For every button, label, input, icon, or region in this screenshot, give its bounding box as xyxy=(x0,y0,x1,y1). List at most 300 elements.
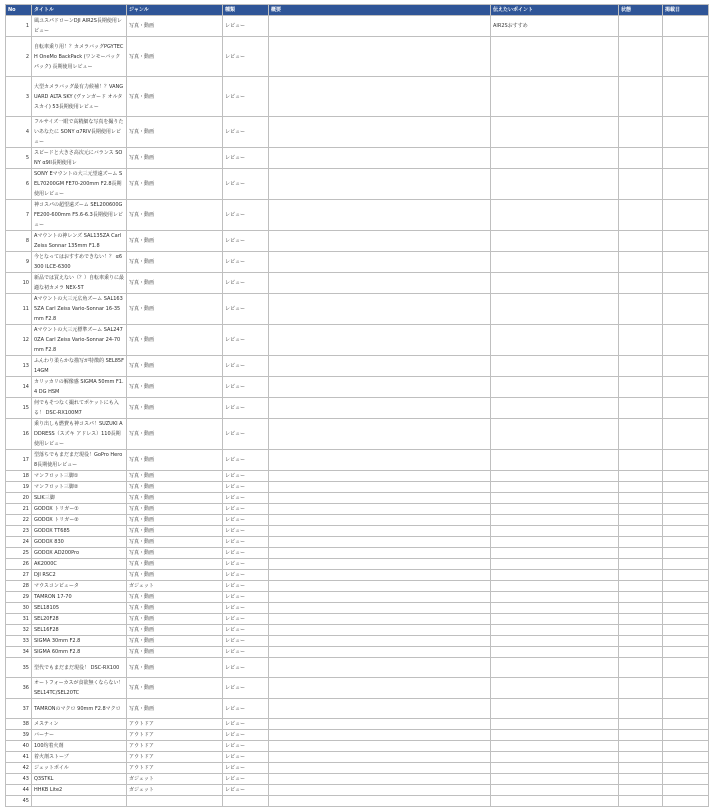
cell-status[interactable] xyxy=(619,548,663,559)
cell-point[interactable] xyxy=(491,774,619,785)
cell-point[interactable] xyxy=(491,785,619,796)
cell-date[interactable] xyxy=(663,356,709,377)
cell-summary[interactable] xyxy=(269,526,491,537)
cell-genre[interactable]: 写真・動画 xyxy=(127,398,223,419)
cell-point[interactable] xyxy=(491,752,619,763)
cell-no[interactable]: 12 xyxy=(6,325,32,356)
cell-date[interactable] xyxy=(663,785,709,796)
cell-point[interactable] xyxy=(491,294,619,325)
cell-genre[interactable]: 写真・動画 xyxy=(127,482,223,493)
cell-date[interactable] xyxy=(663,252,709,273)
cell-title[interactable]: SLIK三脚 xyxy=(32,493,127,504)
cell-genre[interactable]: 写真・動画 xyxy=(127,636,223,647)
cell-summary[interactable] xyxy=(269,741,491,752)
cell-point[interactable] xyxy=(491,548,619,559)
cell-title[interactable]: HHKB Lite2 xyxy=(32,785,127,796)
cell-point[interactable] xyxy=(491,398,619,419)
cell-title[interactable]: 大型カメラバッグ最有力候補！？VANGUARD ALTA SKY (ヴァンガード オルタ スカイ) 53長期使用レビュー xyxy=(32,77,127,117)
cell-point[interactable] xyxy=(491,148,619,169)
cell-genre[interactable]: 写真・動画 xyxy=(127,504,223,515)
cell-title[interactable]: GODOX 830 xyxy=(32,537,127,548)
cell-status[interactable] xyxy=(619,419,663,450)
cell-no[interactable]: 33 xyxy=(6,636,32,647)
cell-no[interactable]: 35 xyxy=(6,658,32,678)
cell-date[interactable] xyxy=(663,231,709,252)
cell-genre[interactable]: 写真・動画 xyxy=(127,570,223,581)
cell-title[interactable]: 今となってはおすすめできない！？ α6300 ILCE-6300 xyxy=(32,252,127,273)
cell-summary[interactable] xyxy=(269,294,491,325)
header-summary[interactable]: 概要 xyxy=(269,5,491,16)
cell-no[interactable]: 26 xyxy=(6,559,32,570)
cell-title[interactable]: SIGMA 60mm F2.8 xyxy=(32,647,127,658)
cell-summary[interactable] xyxy=(269,117,491,148)
cell-date[interactable] xyxy=(663,658,709,678)
cell-date[interactable] xyxy=(663,377,709,398)
cell-no[interactable]: 9 xyxy=(6,252,32,273)
cell-point[interactable] xyxy=(491,200,619,231)
cell-point[interactable] xyxy=(491,37,619,77)
cell-date[interactable] xyxy=(663,493,709,504)
cell-title[interactable]: AK2000C xyxy=(32,559,127,570)
cell-status[interactable] xyxy=(619,699,663,719)
cell-point[interactable] xyxy=(491,699,619,719)
cell-kind[interactable]: レビュー xyxy=(223,16,269,37)
cell-kind[interactable]: レビュー xyxy=(223,252,269,273)
cell-genre[interactable]: アウトドア xyxy=(127,730,223,741)
cell-point[interactable] xyxy=(491,77,619,117)
cell-status[interactable] xyxy=(619,730,663,741)
cell-status[interactable] xyxy=(619,117,663,148)
cell-kind[interactable]: レビュー xyxy=(223,325,269,356)
cell-no[interactable]: 4 xyxy=(6,117,32,148)
cell-title[interactable]: DJI RSC2 xyxy=(32,570,127,581)
cell-title[interactable]: 新品では買えない（？）自転車乗りに最適な初カメラ NEX-5T xyxy=(32,273,127,294)
cell-title[interactable]: Aマウントの神レンズ SAL135ZA Carl Zeiss Sonnar 135mm F1.8 xyxy=(32,231,127,252)
cell-summary[interactable] xyxy=(269,548,491,559)
cell-date[interactable] xyxy=(663,678,709,699)
cell-date[interactable] xyxy=(663,763,709,774)
cell-kind[interactable]: レビュー xyxy=(223,200,269,231)
cell-no[interactable]: 36 xyxy=(6,678,32,699)
cell-no[interactable]: 38 xyxy=(6,719,32,730)
cell-kind[interactable]: レビュー xyxy=(223,450,269,471)
cell-kind[interactable]: レビュー xyxy=(223,658,269,678)
cell-status[interactable] xyxy=(619,504,663,515)
cell-point[interactable] xyxy=(491,231,619,252)
cell-date[interactable] xyxy=(663,625,709,636)
cell-kind[interactable]: レビュー xyxy=(223,37,269,77)
cell-title[interactable]: スピードと大きさ高次元にバランス SONY α9II長期使用レ xyxy=(32,148,127,169)
cell-no[interactable]: 44 xyxy=(6,785,32,796)
cell-summary[interactable] xyxy=(269,785,491,796)
cell-kind[interactable]: レビュー xyxy=(223,570,269,581)
cell-title[interactable]: 着火剤ストーブ xyxy=(32,752,127,763)
cell-no[interactable]: 37 xyxy=(6,699,32,719)
cell-kind[interactable]: レビュー xyxy=(223,169,269,200)
cell-title[interactable]: マンフロット三脚① xyxy=(32,471,127,482)
cell-kind[interactable]: レビュー xyxy=(223,636,269,647)
cell-no[interactable]: 11 xyxy=(6,294,32,325)
cell-no[interactable]: 28 xyxy=(6,581,32,592)
cell-point[interactable] xyxy=(491,252,619,273)
cell-summary[interactable] xyxy=(269,419,491,450)
cell-title[interactable]: 何でもそつなく撮れてポケットにも入る！ DSC-RX100M7 xyxy=(32,398,127,419)
cell-kind[interactable]: レビュー xyxy=(223,117,269,148)
cell-point[interactable] xyxy=(491,273,619,294)
cell-kind[interactable]: レビュー xyxy=(223,526,269,537)
cell-no[interactable]: 10 xyxy=(6,273,32,294)
cell-point[interactable] xyxy=(491,482,619,493)
cell-title[interactable]: ジェットボイル xyxy=(32,763,127,774)
cell-point[interactable] xyxy=(491,614,619,625)
cell-date[interactable] xyxy=(663,592,709,603)
cell-genre[interactable]: 写真・動画 xyxy=(127,603,223,614)
cell-kind[interactable]: レビュー xyxy=(223,678,269,699)
cell-kind[interactable] xyxy=(223,796,269,807)
cell-date[interactable] xyxy=(663,796,709,807)
cell-point[interactable] xyxy=(491,325,619,356)
cell-kind[interactable]: レビュー xyxy=(223,752,269,763)
cell-status[interactable] xyxy=(619,763,663,774)
header-genre[interactable]: ジャンル xyxy=(127,5,223,16)
cell-status[interactable] xyxy=(619,493,663,504)
cell-genre[interactable]: 写真・動画 xyxy=(127,231,223,252)
cell-point[interactable] xyxy=(491,636,619,647)
cell-status[interactable] xyxy=(619,356,663,377)
cell-no[interactable]: 20 xyxy=(6,493,32,504)
cell-title[interactable]: Q3STKL xyxy=(32,774,127,785)
cell-title[interactable]: GODOX トリガー① xyxy=(32,504,127,515)
cell-date[interactable] xyxy=(663,37,709,77)
cell-no[interactable]: 21 xyxy=(6,504,32,515)
cell-summary[interactable] xyxy=(269,658,491,678)
cell-kind[interactable]: レビュー xyxy=(223,625,269,636)
cell-point[interactable] xyxy=(491,603,619,614)
cell-summary[interactable] xyxy=(269,570,491,581)
cell-genre[interactable]: 写真・動画 xyxy=(127,77,223,117)
cell-kind[interactable]: レビュー xyxy=(223,730,269,741)
cell-summary[interactable] xyxy=(269,559,491,570)
cell-no[interactable]: 23 xyxy=(6,526,32,537)
cell-summary[interactable] xyxy=(269,603,491,614)
cell-title[interactable]: TAMRONのマクロ 90mm F2.8マクロ xyxy=(32,699,127,719)
cell-summary[interactable] xyxy=(269,493,491,504)
cell-title[interactable]: 乗り出しも燃費も神コスパ！SUZUKI ADDRESS（スズキ アドレス）110長期使用レビュー xyxy=(32,419,127,450)
cell-kind[interactable]: レビュー xyxy=(223,231,269,252)
cell-status[interactable] xyxy=(619,636,663,647)
cell-point[interactable] xyxy=(491,471,619,482)
cell-status[interactable] xyxy=(619,148,663,169)
cell-title[interactable]: オートフォーカスが食欲無くならない！ SEL14TC/SEL20TC xyxy=(32,678,127,699)
cell-genre[interactable]: 写真・動画 xyxy=(127,450,223,471)
cell-no[interactable]: 27 xyxy=(6,570,32,581)
cell-no[interactable]: 45 xyxy=(6,796,32,807)
cell-genre[interactable]: アウトドア xyxy=(127,752,223,763)
cell-point[interactable] xyxy=(491,515,619,526)
cell-date[interactable] xyxy=(663,273,709,294)
cell-title[interactable]: SEL16F28 xyxy=(32,625,127,636)
cell-title[interactable] xyxy=(32,796,127,807)
cell-status[interactable] xyxy=(619,678,663,699)
cell-point[interactable]: AIR2Sおすすめ xyxy=(491,16,619,37)
cell-status[interactable] xyxy=(619,526,663,537)
cell-date[interactable] xyxy=(663,482,709,493)
header-date[interactable]: 掲載日 xyxy=(663,5,709,16)
cell-point[interactable] xyxy=(491,741,619,752)
cell-status[interactable] xyxy=(619,741,663,752)
cell-summary[interactable] xyxy=(269,719,491,730)
cell-point[interactable] xyxy=(491,356,619,377)
cell-point[interactable] xyxy=(491,658,619,678)
cell-genre[interactable]: アウトドア xyxy=(127,741,223,752)
cell-kind[interactable]: レビュー xyxy=(223,774,269,785)
cell-genre[interactable]: 写真・動画 xyxy=(127,678,223,699)
cell-genre[interactable] xyxy=(127,796,223,807)
cell-date[interactable] xyxy=(663,548,709,559)
cell-genre[interactable]: 写真・動画 xyxy=(127,493,223,504)
cell-point[interactable] xyxy=(491,537,619,548)
cell-summary[interactable] xyxy=(269,625,491,636)
cell-title[interactable]: Aマウントの大三元標準ズーム SAL2470ZA Carl Zeiss Vario-Sonnar 24-70mm F2.8 xyxy=(32,325,127,356)
cell-kind[interactable]: レビュー xyxy=(223,592,269,603)
header-title[interactable]: タイトル xyxy=(32,5,127,16)
cell-genre[interactable]: 写真・動画 xyxy=(127,294,223,325)
cell-genre[interactable]: 写真・動画 xyxy=(127,273,223,294)
cell-genre[interactable]: 写真・動画 xyxy=(127,548,223,559)
cell-no[interactable]: 40 xyxy=(6,741,32,752)
cell-genre[interactable]: 写真・動画 xyxy=(127,117,223,148)
cell-no[interactable]: 41 xyxy=(6,752,32,763)
cell-status[interactable] xyxy=(619,398,663,419)
cell-summary[interactable] xyxy=(269,614,491,625)
cell-kind[interactable]: レビュー xyxy=(223,537,269,548)
header-status[interactable]: 状態 xyxy=(619,5,663,16)
cell-point[interactable] xyxy=(491,377,619,398)
cell-date[interactable] xyxy=(663,325,709,356)
cell-no[interactable]: 15 xyxy=(6,398,32,419)
cell-date[interactable] xyxy=(663,719,709,730)
cell-no[interactable]: 30 xyxy=(6,603,32,614)
cell-status[interactable] xyxy=(619,515,663,526)
cell-title[interactable]: 100均着火剤 xyxy=(32,741,127,752)
cell-date[interactable] xyxy=(663,752,709,763)
cell-summary[interactable] xyxy=(269,377,491,398)
cell-summary[interactable] xyxy=(269,16,491,37)
cell-date[interactable] xyxy=(663,77,709,117)
cell-summary[interactable] xyxy=(269,231,491,252)
cell-date[interactable] xyxy=(663,294,709,325)
cell-no[interactable]: 34 xyxy=(6,647,32,658)
cell-title[interactable]: カリッカリの解像感 SIGMA 50mm F1.4 DG HSM xyxy=(32,377,127,398)
cell-kind[interactable]: レビュー xyxy=(223,763,269,774)
cell-point[interactable] xyxy=(491,592,619,603)
cell-title[interactable]: 神コスパの超望遠ズーム SEL200600G FE200-600mm F5.6-6.3長期使用レビュー xyxy=(32,200,127,231)
cell-status[interactable] xyxy=(619,592,663,603)
cell-genre[interactable]: 写真・動画 xyxy=(127,16,223,37)
cell-no[interactable]: 32 xyxy=(6,625,32,636)
cell-genre[interactable]: 写真・動画 xyxy=(127,252,223,273)
cell-summary[interactable] xyxy=(269,200,491,231)
cell-title[interactable]: マンフロット三脚② xyxy=(32,482,127,493)
cell-kind[interactable]: レビュー xyxy=(223,377,269,398)
cell-date[interactable] xyxy=(663,450,709,471)
cell-kind[interactable]: レビュー xyxy=(223,148,269,169)
cell-point[interactable] xyxy=(491,719,619,730)
cell-point[interactable] xyxy=(491,169,619,200)
cell-no[interactable]: 16 xyxy=(6,419,32,450)
cell-title[interactable]: 型代でもまだまだ現役！ DSC-RX100 xyxy=(32,658,127,678)
cell-status[interactable] xyxy=(619,482,663,493)
cell-summary[interactable] xyxy=(269,515,491,526)
cell-summary[interactable] xyxy=(269,273,491,294)
cell-no[interactable]: 43 xyxy=(6,774,32,785)
cell-genre[interactable]: 写真・動画 xyxy=(127,325,223,356)
cell-point[interactable] xyxy=(491,504,619,515)
cell-genre[interactable]: 写真・動画 xyxy=(127,471,223,482)
cell-status[interactable] xyxy=(619,719,663,730)
cell-summary[interactable] xyxy=(269,325,491,356)
cell-date[interactable] xyxy=(663,398,709,419)
cell-genre[interactable]: 写真・動画 xyxy=(127,559,223,570)
cell-status[interactable] xyxy=(619,752,663,763)
cell-title[interactable]: GODOX AD200Pro xyxy=(32,548,127,559)
cell-point[interactable] xyxy=(491,647,619,658)
cell-date[interactable] xyxy=(663,774,709,785)
cell-kind[interactable]: レビュー xyxy=(223,419,269,450)
cell-no[interactable]: 14 xyxy=(6,377,32,398)
cell-kind[interactable]: レビュー xyxy=(223,647,269,658)
cell-date[interactable] xyxy=(663,537,709,548)
cell-summary[interactable] xyxy=(269,763,491,774)
cell-summary[interactable] xyxy=(269,450,491,471)
cell-point[interactable] xyxy=(491,625,619,636)
cell-no[interactable]: 39 xyxy=(6,730,32,741)
cell-summary[interactable] xyxy=(269,647,491,658)
cell-status[interactable] xyxy=(619,647,663,658)
cell-kind[interactable]: レビュー xyxy=(223,741,269,752)
cell-no[interactable]: 18 xyxy=(6,471,32,482)
cell-kind[interactable]: レビュー xyxy=(223,699,269,719)
cell-status[interactable] xyxy=(619,37,663,77)
cell-date[interactable] xyxy=(663,730,709,741)
cell-status[interactable] xyxy=(619,581,663,592)
cell-kind[interactable]: レビュー xyxy=(223,471,269,482)
cell-no[interactable]: 6 xyxy=(6,169,32,200)
cell-genre[interactable]: 写真・動画 xyxy=(127,592,223,603)
cell-no[interactable]: 19 xyxy=(6,482,32,493)
cell-no[interactable]: 17 xyxy=(6,450,32,471)
cell-no[interactable]: 24 xyxy=(6,537,32,548)
cell-point[interactable] xyxy=(491,730,619,741)
cell-no[interactable]: 25 xyxy=(6,548,32,559)
cell-point[interactable] xyxy=(491,581,619,592)
cell-kind[interactable]: レビュー xyxy=(223,77,269,117)
cell-summary[interactable] xyxy=(269,730,491,741)
cell-status[interactable] xyxy=(619,785,663,796)
cell-summary[interactable] xyxy=(269,592,491,603)
cell-kind[interactable]: レビュー xyxy=(223,294,269,325)
cell-status[interactable] xyxy=(619,614,663,625)
cell-no[interactable]: 7 xyxy=(6,200,32,231)
cell-genre[interactable]: 写真・動画 xyxy=(127,37,223,77)
cell-title[interactable]: GODOX TT685 xyxy=(32,526,127,537)
cell-date[interactable] xyxy=(663,419,709,450)
cell-summary[interactable] xyxy=(269,169,491,200)
cell-summary[interactable] xyxy=(269,678,491,699)
cell-title[interactable]: SEL20F28 xyxy=(32,614,127,625)
cell-point[interactable] xyxy=(491,493,619,504)
cell-genre[interactable]: ガジェット xyxy=(127,785,223,796)
cell-kind[interactable]: レビュー xyxy=(223,603,269,614)
cell-genre[interactable]: 写真・動画 xyxy=(127,419,223,450)
cell-status[interactable] xyxy=(619,200,663,231)
cell-kind[interactable]: レビュー xyxy=(223,581,269,592)
cell-no[interactable]: 1 xyxy=(6,16,32,37)
cell-title[interactable]: 自転車乗り用！？カメラバッグPGYTECH OneMo BackPack (ワンモーバックパック) 長期使用レビュー xyxy=(32,37,127,77)
cell-status[interactable] xyxy=(619,774,663,785)
cell-date[interactable] xyxy=(663,614,709,625)
cell-status[interactable] xyxy=(619,471,663,482)
cell-kind[interactable]: レビュー xyxy=(223,504,269,515)
cell-genre[interactable]: 写真・動画 xyxy=(127,148,223,169)
cell-status[interactable] xyxy=(619,559,663,570)
cell-genre[interactable]: 写真・動画 xyxy=(127,614,223,625)
cell-summary[interactable] xyxy=(269,699,491,719)
cell-title[interactable]: ふんわり柔らかな描写が特徴的 SEL85F14GM xyxy=(32,356,127,377)
cell-status[interactable] xyxy=(619,625,663,636)
cell-point[interactable] xyxy=(491,570,619,581)
cell-kind[interactable]: レビュー xyxy=(223,356,269,377)
cell-kind[interactable]: レビュー xyxy=(223,719,269,730)
cell-kind[interactable]: レビュー xyxy=(223,398,269,419)
cell-status[interactable] xyxy=(619,16,663,37)
cell-date[interactable] xyxy=(663,647,709,658)
cell-genre[interactable]: 写真・動画 xyxy=(127,515,223,526)
cell-summary[interactable] xyxy=(269,37,491,77)
cell-status[interactable] xyxy=(619,603,663,614)
header-kind[interactable]: 種類 xyxy=(223,5,269,16)
cell-genre[interactable]: 写真・動画 xyxy=(127,377,223,398)
cell-title[interactable]: バーナー xyxy=(32,730,127,741)
cell-status[interactable] xyxy=(619,77,663,117)
cell-status[interactable] xyxy=(619,450,663,471)
cell-summary[interactable] xyxy=(269,398,491,419)
cell-kind[interactable]: レビュー xyxy=(223,559,269,570)
cell-date[interactable] xyxy=(663,699,709,719)
cell-summary[interactable] xyxy=(269,796,491,807)
cell-status[interactable] xyxy=(619,231,663,252)
cell-no[interactable]: 2 xyxy=(6,37,32,77)
cell-summary[interactable] xyxy=(269,581,491,592)
cell-point[interactable] xyxy=(491,763,619,774)
cell-summary[interactable] xyxy=(269,774,491,785)
cell-genre[interactable]: アウトドア xyxy=(127,719,223,730)
cell-point[interactable] xyxy=(491,678,619,699)
cell-no[interactable]: 3 xyxy=(6,77,32,117)
cell-date[interactable] xyxy=(663,117,709,148)
cell-title[interactable]: SIGMA 30mm F2.8 xyxy=(32,636,127,647)
cell-date[interactable] xyxy=(663,515,709,526)
cell-kind[interactable]: レビュー xyxy=(223,482,269,493)
cell-genre[interactable]: 写真・動画 xyxy=(127,625,223,636)
cell-date[interactable] xyxy=(663,16,709,37)
cell-title[interactable]: フルサイズ一眼で高精細な写真を撮りたいあなたに SONY α7RIV長期使用レビュー xyxy=(32,117,127,148)
header-no[interactable]: No xyxy=(6,5,32,16)
cell-date[interactable] xyxy=(663,581,709,592)
cell-no[interactable]: 8 xyxy=(6,231,32,252)
cell-summary[interactable] xyxy=(269,537,491,548)
cell-date[interactable] xyxy=(663,559,709,570)
